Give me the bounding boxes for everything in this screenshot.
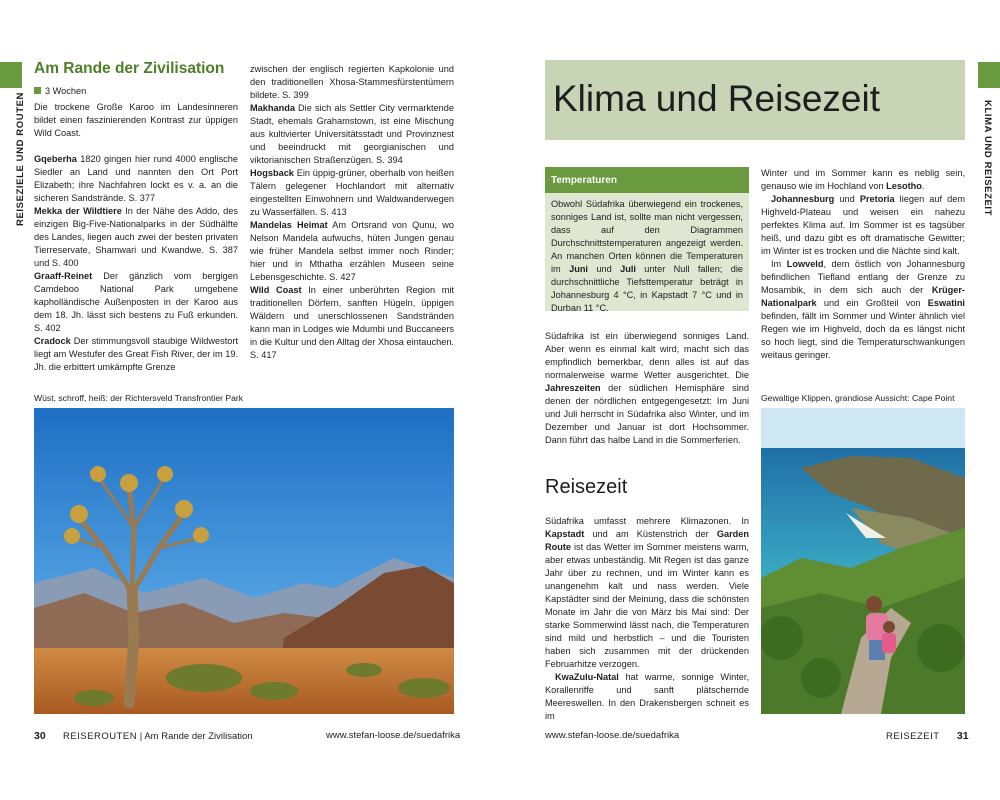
temperature-box-title: Temperaturen [551, 175, 617, 186]
left-side-label: REISEZIELE UND ROUTEN [15, 92, 26, 226]
col2-lead: zwischen der englisch regierten Kapkolonie und den traditionellen Xhosa-Stammesfürstentümern bildete. S. 399 [250, 64, 454, 100]
reisezeit-paragraph: Südafrika umfasst mehrere Klimazonen. In Kapstadt und am Küstenstrich der Garden Route ist das Wetter im Sommer meistens warm, aber etwas unbeständig. Mit Regen ist das ganze Jahr über zu rechnen, und im Winter kann es unangenehm kalt und nass werden. Viele Kapstädter sind der Meinung, dass die schönsten Monate im Jahr die von März bis Mai sind: Der starke Sommerwind lässt nach, die Temperaturen sind mild und herbstlich – und die Touristen haben sich zusammen mit der drückenden Februarhitze verzogen. [545, 516, 749, 669]
left-footer-url[interactable]: www.stefan-loose.de/suedafrika [326, 730, 461, 741]
richtersveld-photo [34, 408, 454, 714]
right-page-number: 31 [956, 730, 969, 742]
chapter-title-box [545, 60, 965, 140]
left-column-2 [250, 63, 454, 362]
right-footer-section: REISEZEIT [886, 731, 940, 742]
left-photo-caption: Wüst, schroff, heiß: der Richtersveld Transfrontier Park [34, 393, 244, 403]
entry-wild-coast: Wild Coast In einer unberührten Region mit traditionellen Dörfern, sanften Hügeln, üppigen Wäldern und unerschlossenen Sandstränden kann man in Lodges wie Mdumbi und Buccaneers in die Kultur und den Alltag der Xhosa eintauchen. S. 417 [250, 285, 454, 360]
right-column-2 [761, 167, 965, 362]
entry-graaff-reinet: Graaff-Reinet Der gänzlich vom bergigen Camdeboo National Park umgebene kapholländische Außenposten in der Karoo aus dem 18. Jh. lässt sich bestens zu Fuß erkunden. S. 402 [34, 271, 238, 333]
left-footer [34, 730, 253, 742]
left-column-1 [34, 101, 238, 374]
intro-paragraph: Die trockene Große Karoo im Landesinneren bildet einen faszinierenden Kontrast zur üppigen Wild Coast. [34, 102, 238, 138]
reisezeit-heading: Reisezeit [545, 476, 628, 498]
kwazulu-paragraph: KwaZulu-Natal hat warme, sonnige Winter, Korallenriffe und sanft plätschernde Meereswellen. In den Drakensbergen schneit es im [545, 672, 749, 721]
right-thumb-tab [978, 62, 1000, 88]
col2-lesotho: Winter und im Sommer kann es neblig sein, genauso wie im Hochland von Lesotho. [761, 168, 965, 191]
right-column-1a [545, 330, 749, 447]
left-footer-subsection: Am Rande der Zivilisation [144, 731, 253, 742]
left-footer-separator: | [139, 731, 143, 742]
entry-cradock: Cradock Der stimmungsvoll staubige Wildwestort liegt am Westufer des Great Fish River, der im 19. Jh. die erbittert umkämpfte Grenze [34, 336, 238, 372]
right-side-label: KLIMA UND REISEZEIT [982, 100, 993, 217]
right-photo-caption: Gewaltige Klippen, grandiose Aussicht: Cape Point [761, 393, 955, 403]
entry-makhanda: Makhanda Die sich als Settler City vermarktende Stadt, ehemals Grahamstown, ist eine Mischung aus kultivierter Universitätsstadt und Provinznest und beeindruckt mit georgianischen und viktorianischen Straßenzügen. S. 394 [250, 103, 454, 165]
duration-row [34, 85, 86, 98]
right-footer-url[interactable]: www.stefan-loose.de/suedafrika [545, 730, 680, 741]
duration-text: 3 Wochen [45, 86, 87, 96]
cape-point-photo [761, 408, 965, 714]
left-thumb-tab [0, 62, 22, 88]
col2-lowveld: Im Lowveld, dem östlich von Johannesburg befindlichen Tiefland entlang der Grenze zu Mosambik, in dem sich auch der Krüger-Nationalpark und ein Großteil von Eswatini befinden, fällt im Sommer und Winter ähnlich viel Regen wie im Highveld, doch da es längst nicht so hoch liegt, sind die Temperaturschwankungen weitaus geringer. [761, 259, 965, 360]
temperature-box-text: Obwohl Südafrika überwiegend ein trockenes, sonniges Land ist, sollte man nicht vergessen, dass auf den Diagrammen Durchschnittstemperaturen angezeigt werden. An manchen Orten können die Temperaturen im Juni und Juli unter Null fallen; die durchschnittliche Tiefsttemperatur beträgt in Johannesburg 4 °C, in Kapstadt 7 °C und in Durban 11 °C. [551, 199, 744, 313]
col2-johannesburg: Johannesburg und Pretoria liegen auf dem Highveld-Plateau und weisen ein nahezu perfektes Klima auf. Im Sommer ist es tagsüber heiß, und dazu gibt es oft dramatische Gewitter; im Winter ist es trocken und die Nächte sind kalt. [761, 194, 965, 256]
right-column-1b [545, 515, 749, 723]
duration-square-icon [34, 87, 41, 94]
left-footer-section: REISEROUTEN [62, 731, 138, 742]
temperature-box-header [545, 167, 749, 193]
entry-mandelas-heimat: Mandelas Heimat Am Ortsrand von Qunu, wo Nelson Mandela aufwuchs, hüten Jungen genau wie früher Mandela selbst immer noch Rinder; hier und in Mthatha erzählen Museen seine Lebensgeschichte. S. 427 [250, 220, 454, 282]
climate-paragraph: Südafrika ist ein überwiegend sonniges Land. Aber wenn es einmal kalt wird, macht sich das empfindlich bemerkbar, denn alles ist auf das normalerweise warme Wetter ausgerichtet. Die Jahreszeiten der südlichen Hemisphäre sind denen der nördlichen entgegengesetzt: Im Juni und Juli herrscht in Südafrika also Winter, und im Dezember und Januar ist dort Hochsommer. Dann führt das halbe Land in die Sommerferien. [545, 331, 749, 445]
entry-gqeberha: Gqeberha 1820 gingen hier rund 4000 englische Siedler an Land und nannten den Ort Port Elizabeth; ihre Nachfahren lockt es v. a. an die sicheren Sandstrände. S. 377 [34, 154, 238, 203]
right-footer [886, 730, 969, 742]
chapter-title: Klima und Reisezeit [553, 78, 880, 119]
entry-hogsback: Hogsback Ein üppig-grüner, oberhalb von heißen Tälern gelegener Hochlandort mit alternativ eingestellten Einwohnern und Waldwanderwegen zu Wasserfällen. S. 413 [250, 168, 454, 217]
section-title: Am Rande der Zivilisation [34, 60, 225, 77]
entry-mekka: Mekka der Wildtiere In der Nähe des Addo, des einzigen Big-Five-Nationalparks in der Südhälfte des Landes, liegen auch zwei der besten privaten Tierreservate, Shamwari und Kwandwe. S. 387 und S. 400 [34, 206, 238, 268]
temperature-box [545, 167, 749, 311]
left-page-number: 30 [34, 730, 46, 742]
